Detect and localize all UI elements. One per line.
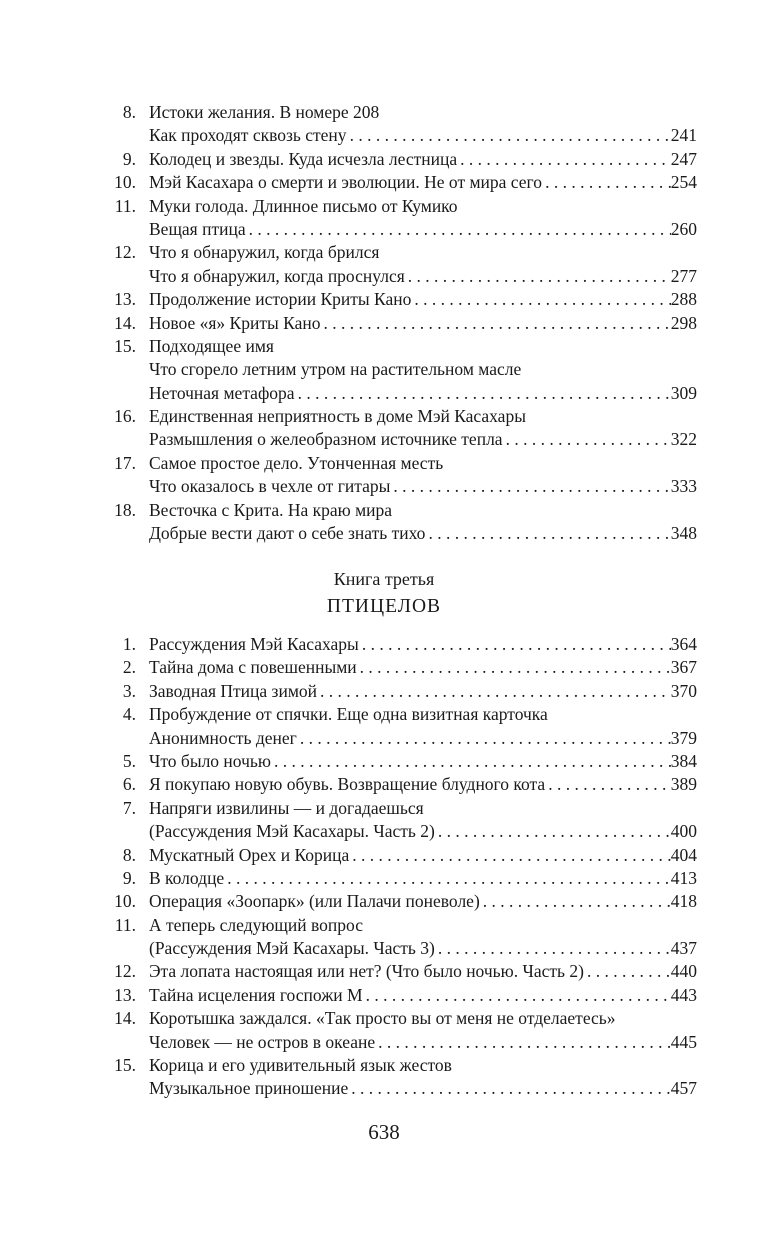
- chapter-number: 9.: [122, 148, 136, 169]
- toc-entry: [149, 633, 697, 656]
- page-ref: 413: [670, 867, 697, 888]
- dot-leader: [393, 475, 670, 498]
- toc-entry: [149, 428, 697, 451]
- toc-entry: [149, 522, 697, 545]
- toc-entry: [149, 358, 697, 381]
- toc-entry: [149, 1077, 697, 1100]
- dot-leader: [320, 680, 671, 703]
- dot-leader: [587, 960, 671, 983]
- toc-entry: [149, 914, 697, 937]
- chapter-number: 12.: [114, 961, 136, 982]
- page-ref: 404: [670, 844, 697, 865]
- chapter-title: А теперь следующий вопрос: [149, 914, 363, 935]
- chapter-number: 13.: [114, 289, 136, 310]
- chapter-number: 5.: [122, 750, 136, 771]
- toc-entry: [149, 171, 697, 194]
- chapter-title: Пробуждение от спячки. Еще одна визитная карточка: [149, 704, 548, 725]
- page-ref: 445: [670, 1031, 697, 1052]
- toc-entry: [149, 312, 697, 335]
- chapter-title: Анонимность денег: [149, 727, 297, 748]
- dot-leader: [300, 727, 671, 750]
- toc-line: [100, 1077, 697, 1100]
- page-ref: 400: [670, 821, 697, 842]
- chapter-title: Что оказалось в чехле от гитары: [149, 476, 391, 497]
- page-ref: 277: [670, 265, 697, 286]
- toc-entry: [149, 452, 697, 475]
- chapter-title: Размышления о желеобразном источнике тепла: [149, 429, 503, 450]
- toc-line: [100, 358, 697, 381]
- toc-entry: [149, 382, 697, 405]
- page-ref: 288: [670, 289, 697, 310]
- dot-leader: [350, 124, 671, 147]
- chapter-number: 12.: [114, 242, 136, 263]
- page-ref: 418: [670, 891, 697, 912]
- chapter-title: Муки голода. Длинное письмо от Кумико: [149, 195, 458, 216]
- dot-leader: [428, 522, 670, 545]
- toc-line: [100, 382, 697, 405]
- chapter-number: 14.: [114, 1008, 136, 1029]
- page-ref: 260: [670, 218, 697, 239]
- toc-entry: [149, 797, 697, 820]
- toc-line: [100, 335, 697, 358]
- chapter-title: (Рассуждения Мэй Касахары. Часть 2): [149, 821, 435, 842]
- chapter-title: Тайна дома с повешенными: [149, 657, 357, 678]
- chapter-title: Эта лопата настоящая или нет? (Что было ночью. Часть 2): [149, 961, 584, 982]
- toc-entry: [149, 265, 697, 288]
- toc-entry: [149, 937, 697, 960]
- toc-line: [100, 820, 697, 843]
- chapter-title: Добрые вести дают о себе знать тихо: [149, 523, 426, 544]
- dot-leader: [274, 750, 671, 773]
- toc-line: [100, 101, 697, 124]
- chapter-title: Тайна исцеления госпожи М: [149, 984, 363, 1005]
- chapter-number: 11.: [114, 914, 136, 935]
- toc-entry: [149, 195, 697, 218]
- chapter-number: 6.: [122, 774, 136, 795]
- book-label: Книга третья: [333, 569, 435, 589]
- toc-entry: [149, 1031, 697, 1054]
- toc-line: [100, 124, 697, 147]
- page-ref: 309: [670, 382, 697, 403]
- dot-leader: [545, 171, 671, 194]
- page-number: 638: [368, 1120, 400, 1144]
- page-ref: 298: [670, 312, 697, 333]
- toc-part-two: [100, 101, 697, 545]
- chapter-title: Мускатный Орех и Корица: [149, 844, 350, 865]
- toc-line: [100, 844, 697, 867]
- toc-line: [100, 750, 697, 773]
- chapter-number: 3.: [122, 680, 136, 701]
- toc-line: [100, 241, 697, 264]
- chapter-number: 15.: [114, 335, 136, 356]
- toc-line: [100, 914, 697, 937]
- chapter-number: 16.: [114, 406, 136, 427]
- chapter-number: 17.: [114, 452, 136, 473]
- page-ref: 370: [670, 680, 697, 701]
- dot-leader: [548, 773, 671, 796]
- dot-leader: [506, 428, 671, 451]
- toc-entry: [149, 867, 697, 890]
- chapter-title: Продолжение истории Криты Кано: [149, 289, 412, 310]
- toc-line: [100, 312, 697, 335]
- toc-line: [100, 405, 697, 428]
- chapter-title: Новое «я» Криты Кано: [149, 312, 321, 333]
- toc-entry: [149, 773, 697, 796]
- chapter-number: 1.: [122, 634, 136, 654]
- toc-line: [100, 797, 697, 820]
- page-ref: 247: [670, 148, 697, 169]
- toc-entry: [149, 1054, 697, 1077]
- page-ref: 389: [670, 774, 697, 795]
- dot-leader: [351, 1077, 671, 1100]
- chapter-number: 13.: [114, 984, 136, 1005]
- toc-line: [100, 867, 697, 890]
- toc-line: [100, 656, 697, 679]
- toc-line: [100, 773, 697, 796]
- toc-line: [100, 703, 697, 726]
- chapter-title: Что было ночью: [149, 750, 271, 771]
- dot-leader: [438, 820, 671, 843]
- toc-entry: [149, 703, 697, 726]
- chapter-title: Самое простое дело. Утонченная месть: [149, 452, 444, 473]
- chapter-title: Я покупаю новую обувь. Возвращение блудного кота: [149, 774, 546, 795]
- chapter-title: Неточная метафора: [149, 382, 295, 403]
- toc-entry: [149, 750, 697, 773]
- page-ref: 443: [670, 984, 697, 1005]
- toc-entry: [149, 335, 697, 358]
- page-ref: 437: [670, 938, 697, 959]
- chapter-title: (Рассуждения Мэй Касахары. Часть 3): [149, 938, 435, 959]
- toc-entry: [149, 890, 697, 913]
- chapter-title: В колодце: [149, 867, 225, 888]
- chapter-title: Операция «Зоопарк» (или Палачи поневоле): [149, 891, 480, 912]
- toc-line: [100, 960, 697, 983]
- dot-leader: [352, 844, 670, 867]
- toc-entry: [149, 1007, 697, 1030]
- toc-entry: [149, 499, 697, 522]
- dot-leader: [414, 288, 670, 311]
- chapter-title: Единственная неприятность в доме Мэй Касахары: [149, 406, 526, 427]
- dot-leader: [360, 656, 671, 679]
- toc-line: [100, 1007, 697, 1030]
- toc-line: [100, 727, 697, 750]
- dot-leader: [460, 148, 671, 171]
- toc-part-three: [100, 633, 697, 1101]
- chapter-title: Подходящее имя: [149, 335, 274, 356]
- dot-leader: [378, 1031, 671, 1054]
- chapter-number: 14.: [114, 312, 136, 333]
- toc-entry: [149, 680, 697, 703]
- page-ref: 322: [670, 429, 697, 450]
- chapter-title: Вещая птица: [149, 218, 246, 239]
- chapter-title: Рассуждения Мэй Касахары: [149, 634, 359, 654]
- page-ref: 348: [670, 523, 697, 544]
- toc-line: [100, 148, 697, 171]
- toc-line: [100, 984, 697, 1007]
- toc-entry: [149, 475, 697, 498]
- chapter-number: 15.: [114, 1055, 136, 1076]
- toc-entry: [149, 241, 697, 264]
- chapter-title: Корица и его удивительный язык жестов: [149, 1055, 452, 1076]
- page-ref: 367: [670, 657, 697, 678]
- dot-leader: [227, 867, 671, 890]
- chapter-number: 2.: [122, 657, 136, 678]
- chapter-number: 10.: [114, 891, 136, 912]
- chapter-title: Что я обнаружил, когда проснулся: [149, 265, 405, 286]
- page-ref: 364: [670, 634, 697, 654]
- chapter-title: Коротышка заждался. «Так просто вы от меня не отделаетесь»: [149, 1008, 616, 1029]
- book-title: ПТИЦЕЛОВ: [326, 596, 442, 617]
- toc-line: [100, 633, 697, 656]
- dot-leader: [323, 312, 670, 335]
- toc-entry: [149, 844, 697, 867]
- dot-leader: [366, 984, 671, 1007]
- toc-entry: [149, 960, 697, 983]
- toc-line: [100, 475, 697, 498]
- toc-entry: [149, 656, 697, 679]
- page-ref: 241: [670, 125, 697, 146]
- toc-line: [100, 1054, 697, 1077]
- page-ref: 333: [670, 476, 697, 497]
- toc-line: [100, 937, 697, 960]
- toc-line: [100, 1031, 697, 1054]
- page-ref: 384: [670, 750, 697, 771]
- page-ref: 254: [670, 172, 697, 193]
- chapter-title: Музыкальное приношение: [149, 1078, 349, 1099]
- chapter-title: Мэй Касахара о смерти и эволюции. Не от мира сего: [149, 172, 543, 193]
- toc-entry: [149, 984, 697, 1007]
- dot-leader: [249, 218, 671, 241]
- page-ref: 379: [670, 727, 697, 748]
- toc-entry: [149, 124, 697, 147]
- chapter-number: 10.: [114, 172, 136, 193]
- chapter-title: Колодец и звезды. Куда исчезла лестница: [149, 148, 458, 169]
- dot-leader: [362, 633, 671, 656]
- chapter-number: 18.: [114, 499, 136, 520]
- page-ref: 440: [670, 961, 697, 982]
- chapter-title: Истоки желания. В номере 208: [149, 102, 380, 122]
- toc-line: [100, 680, 697, 703]
- dot-leader: [408, 265, 671, 288]
- toc-line: [100, 522, 697, 545]
- toc-entry: [149, 218, 697, 241]
- chapter-title: Что сгорело летним утром на растительном масле: [149, 359, 522, 380]
- chapter-number: 11.: [114, 195, 136, 216]
- toc-line: [100, 195, 697, 218]
- dot-leader: [298, 382, 671, 405]
- toc-line: [100, 218, 697, 241]
- chapter-number: 8.: [122, 844, 136, 865]
- dot-leader: [483, 890, 671, 913]
- toc-line: [100, 452, 697, 475]
- chapter-number: 8.: [122, 102, 136, 122]
- chapter-number: 7.: [122, 797, 136, 818]
- toc-entry: [149, 288, 697, 311]
- toc-entry: [149, 405, 697, 428]
- toc-line: [100, 890, 697, 913]
- toc-line: [100, 499, 697, 522]
- chapter-title: Человек — не остров в океане: [149, 1031, 376, 1052]
- chapter-title: Что я обнаружил, когда брился: [149, 242, 380, 263]
- toc-line: [100, 171, 697, 194]
- chapter-title: Весточка с Крита. На краю мира: [149, 499, 393, 520]
- toc-line: [100, 265, 697, 288]
- toc-entry: [149, 727, 697, 750]
- page-ref: 457: [670, 1078, 697, 1099]
- toc-entry: [149, 148, 697, 171]
- chapter-title: Напряги извилины — и догадаешься: [149, 797, 424, 818]
- toc-line: [100, 428, 697, 451]
- toc-entry: [149, 101, 697, 124]
- toc-line: [100, 288, 697, 311]
- chapter-title: Как проходят сквозь стену: [149, 125, 347, 146]
- chapter-title: Заводная Птица зимой: [149, 680, 318, 701]
- chapter-number: 4.: [122, 704, 136, 725]
- chapter-number: 9.: [122, 867, 136, 888]
- dot-leader: [438, 937, 671, 960]
- toc-entry: [149, 820, 697, 843]
